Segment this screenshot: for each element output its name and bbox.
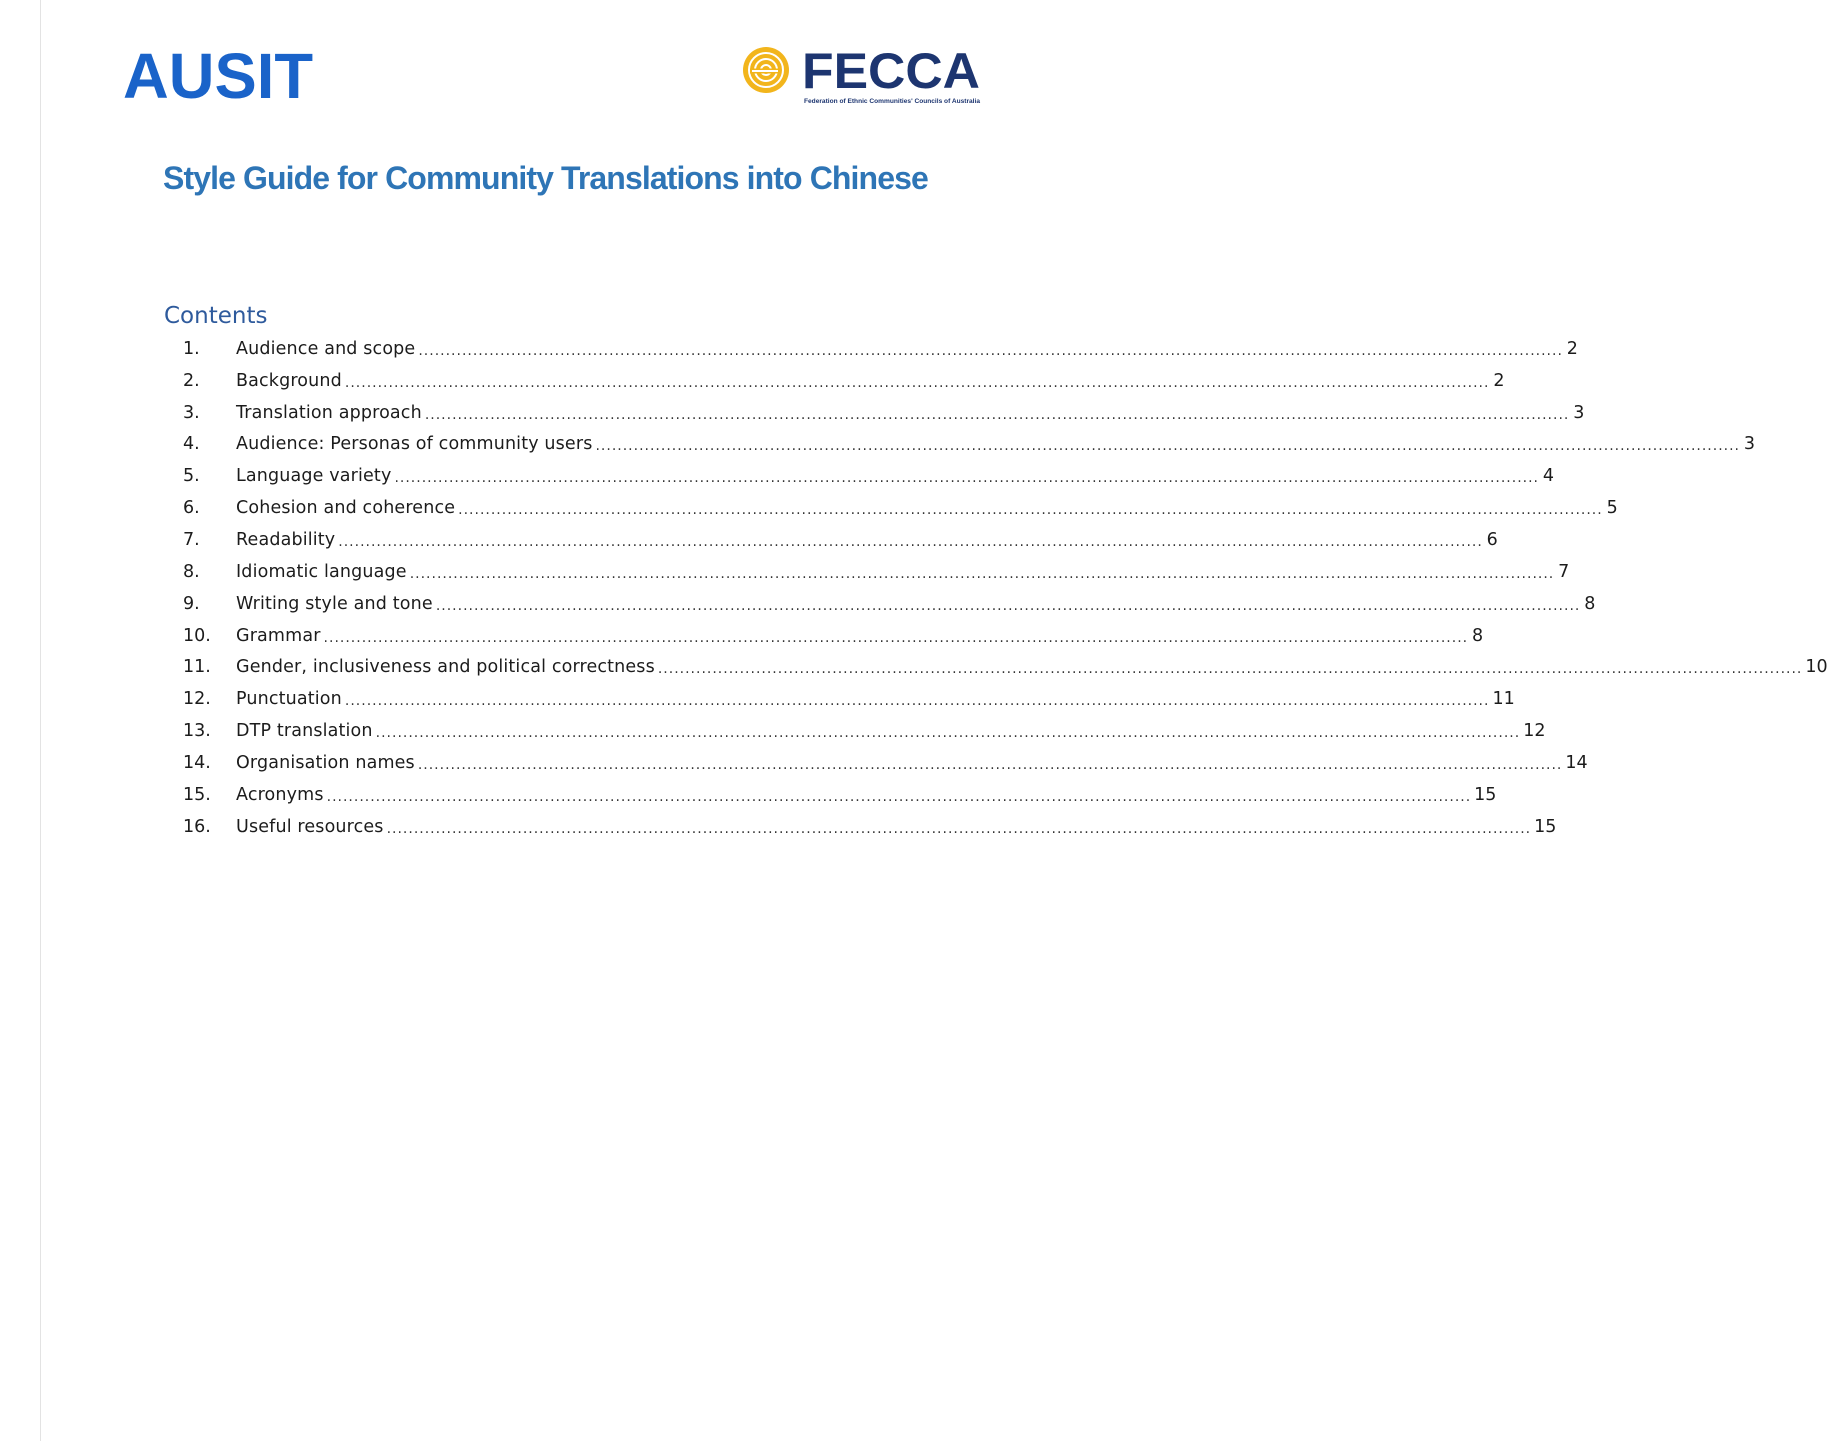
- toc-entry-page: 11: [1492, 689, 1515, 710]
- toc-entry-label: Cohesion and coherence: [236, 498, 456, 519]
- toc-entry-label: Language variety: [236, 466, 392, 487]
- fecca-logo-subtitle: Federation of Ethnic Communities' Councils of Australia: [804, 98, 981, 105]
- toc-entry-label: Audience: Personas of community users: [236, 434, 593, 455]
- toc-dot-leader: ..................................................................................................................................................................................................................: [344, 374, 1490, 391]
- toc-dot-leader: ..................................................................................................................................................................................................................: [657, 661, 1803, 678]
- toc-entry-number: 9.: [183, 593, 200, 614]
- toc-entry-page: 14: [1565, 752, 1588, 773]
- toc-entry[interactable]: [183, 747, 1588, 779]
- toc-dot-leader: ..................................................................................................................................................................................................................: [326, 788, 1472, 805]
- toc-entry-page: 10: [1805, 657, 1828, 678]
- toc-entry-page: 12: [1523, 721, 1546, 742]
- toc-entry-number: 7.: [183, 529, 200, 550]
- toc-entry[interactable]: [183, 683, 1515, 715]
- toc-entry-number: 8.: [183, 561, 200, 582]
- fecca-logo: [742, 44, 982, 108]
- fecca-logo-text: FECCA: [802, 43, 980, 99]
- toc-dot-leader: ..................................................................................................................................................................................................................: [595, 438, 1741, 455]
- toc-entry-label: Readability: [236, 529, 336, 550]
- toc-entry-page: 3: [1573, 402, 1585, 423]
- toc-entry-number: 16.: [183, 816, 211, 837]
- toc-entry-page: 5: [1606, 498, 1618, 519]
- toc-dot-leader: ..................................................................................................................................................................................................................: [394, 470, 1539, 487]
- document-title: Style Guide for Community Translations into Chinese: [163, 160, 928, 196]
- toc-entry-number: 13.: [183, 721, 211, 742]
- toc-entry[interactable]: [183, 333, 1578, 365]
- toc-entry[interactable]: [183, 524, 1498, 556]
- toc-entry-number: 6.: [183, 498, 200, 519]
- toc-entry-label: Punctuation: [236, 689, 342, 710]
- toc-entry[interactable]: [183, 492, 1618, 524]
- page-edge: [40, 0, 41, 1441]
- contents-heading: Contents: [164, 303, 268, 329]
- toc-entry[interactable]: [183, 811, 1557, 843]
- toc-dot-leader: ..................................................................................................................................................................................................................: [418, 342, 1563, 359]
- toc-entry[interactable]: [183, 588, 1596, 620]
- toc-entry-number: 15.: [183, 784, 211, 805]
- toc-entry-page: 2: [1566, 338, 1578, 359]
- toc-entry-page: 8: [1471, 625, 1484, 646]
- toc-dot-leader: ..................................................................................................................................................................................................................: [409, 565, 1555, 582]
- toc-dot-leader: ..................................................................................................................................................................................................................: [458, 502, 1603, 519]
- toc-entry[interactable]: [183, 779, 1497, 811]
- toc-entry-page: 15: [1474, 784, 1497, 805]
- ausit-logo: [122, 40, 314, 112]
- toc-dot-leader: ..................................................................................................................................................................................................................: [424, 406, 1570, 423]
- toc-entry[interactable]: [183, 620, 1484, 652]
- toc-entry-page: 8: [1584, 593, 1596, 614]
- toc-entry-label: Useful resources: [236, 816, 384, 837]
- toc-entry-page: 15: [1534, 816, 1557, 837]
- toc-dot-leader: ..................................................................................................................................................................................................................: [338, 533, 1483, 550]
- table-of-contents: [183, 333, 1828, 843]
- toc-entry-number: 4.: [183, 434, 200, 455]
- toc-entry[interactable]: [183, 556, 1570, 588]
- toc-entry-number: 12.: [183, 689, 211, 710]
- toc-entry-label: Acronyms: [236, 784, 324, 805]
- toc-entry[interactable]: [183, 460, 1554, 492]
- toc-dot-leader: ..................................................................................................................................................................................................................: [375, 725, 1521, 742]
- toc-entry[interactable]: [183, 651, 1828, 683]
- ausit-logo-text: AUSIT: [123, 40, 313, 112]
- toc-entry-number: 10.: [183, 625, 211, 646]
- toc-entry-number: 2.: [183, 370, 200, 391]
- toc-entry-label: Idiomatic language: [236, 561, 407, 582]
- toc-entry-number: 14.: [183, 752, 211, 773]
- toc-entry-number: 3.: [183, 402, 200, 423]
- toc-entry-page: 6: [1486, 529, 1498, 550]
- toc-entry-label: Background: [236, 370, 342, 391]
- toc-entry-label: Grammar: [236, 625, 321, 646]
- toc-entry-label: Translation approach: [236, 402, 422, 423]
- toc-dot-leader: ..................................................................................................................................................................................................................: [417, 756, 1563, 773]
- toc-entry[interactable]: [183, 397, 1585, 429]
- toc-entry[interactable]: [183, 365, 1505, 397]
- toc-entry-number: 5.: [183, 466, 200, 487]
- toc-entry-label: Organisation names: [236, 752, 415, 773]
- toc-entry-number: 11.: [183, 657, 211, 678]
- toc-entry-number: 1.: [183, 338, 200, 359]
- fecca-emblem-icon: [743, 47, 789, 93]
- toc-entry-label: DTP translation: [236, 721, 373, 742]
- toc-dot-leader: ..................................................................................................................................................................................................................: [386, 820, 1532, 837]
- toc-dot-leader: ..................................................................................................................................................................................................................: [323, 629, 1469, 646]
- toc-entry-label: Audience and scope: [236, 338, 416, 359]
- toc-entry-page: 2: [1493, 370, 1505, 391]
- toc-entry-page: 4: [1542, 466, 1554, 487]
- toc-entry-page: 3: [1743, 434, 1756, 455]
- toc-entry-label: Writing style and tone: [236, 593, 433, 614]
- toc-dot-leader: ..................................................................................................................................................................................................................: [435, 597, 1581, 614]
- toc-entry[interactable]: [183, 429, 1756, 461]
- toc-entry-page: 7: [1558, 561, 1570, 582]
- toc-entry[interactable]: [183, 715, 1546, 747]
- toc-entry-label: Gender, inclusiveness and political correctness: [236, 657, 655, 678]
- toc-dot-leader: ..................................................................................................................................................................................................................: [344, 693, 1490, 710]
